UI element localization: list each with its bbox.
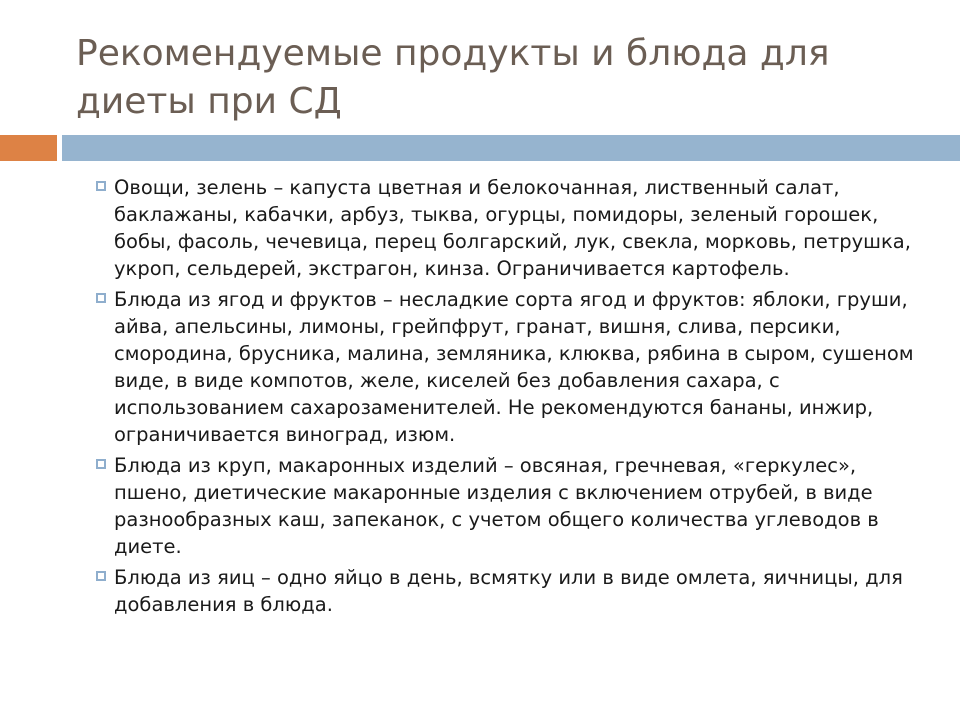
bullet-text: Блюда из круп, макаронных изделий – овсяная, гречневая, «геркулес», пшено, диетические макаронные изделия с включением отрубей, в виде разнообразных каш, запеканок, с учетом общего количества углеводов в диете. xyxy=(114,454,879,558)
title-accent-bar-orange xyxy=(0,135,57,161)
square-bullet-icon xyxy=(96,293,106,303)
bullet-text: Овощи, зелень – капуста цветная и белокочанная, лиственный салат, баклажаны, кабачки, арбуз, тыква, огурцы, помидоры, зеленый горошек, бобы, фасоль, чечевица, перец болгарский, лук, свекла, морковь, петрушка, укроп, сельдерей, экстрагон, кинза. Ограничивается картофель. xyxy=(114,176,911,280)
bullet-item-vegetables xyxy=(96,174,926,282)
title-accent-bar-blue xyxy=(62,135,960,161)
bullet-text: Блюда из яиц – одно яйцо в день, всмятку или в виде омлета, яичницы, для добавления в блюда. xyxy=(114,566,903,616)
bullet-item-berries-fruits xyxy=(96,286,926,448)
bullet-text: Блюда из ягод и фруктов – несладкие сорта ягод и фруктов: яблоки, груши, айва, апельсины, лимоны, грейпфрут, гранат, вишня, слива, персики, смородина, брусника, малина, земляника, клюква, рябина в сыром, сушеном виде, в виде компотов, желе, киселей без добавления сахара, с использованием сахарозаменителей. Не рекомендуются бананы, инжир, ограничивается виноград, изюм. xyxy=(114,288,914,446)
bullet-item-eggs xyxy=(96,564,926,618)
bullet-item-grains-pasta xyxy=(96,452,926,560)
square-bullet-icon xyxy=(96,571,106,581)
bullet-list xyxy=(96,174,926,622)
square-bullet-icon xyxy=(96,181,106,191)
square-bullet-icon xyxy=(96,459,106,469)
slide-title: Рекомендуемые продукты и блюда для диеты при СД xyxy=(76,33,830,122)
